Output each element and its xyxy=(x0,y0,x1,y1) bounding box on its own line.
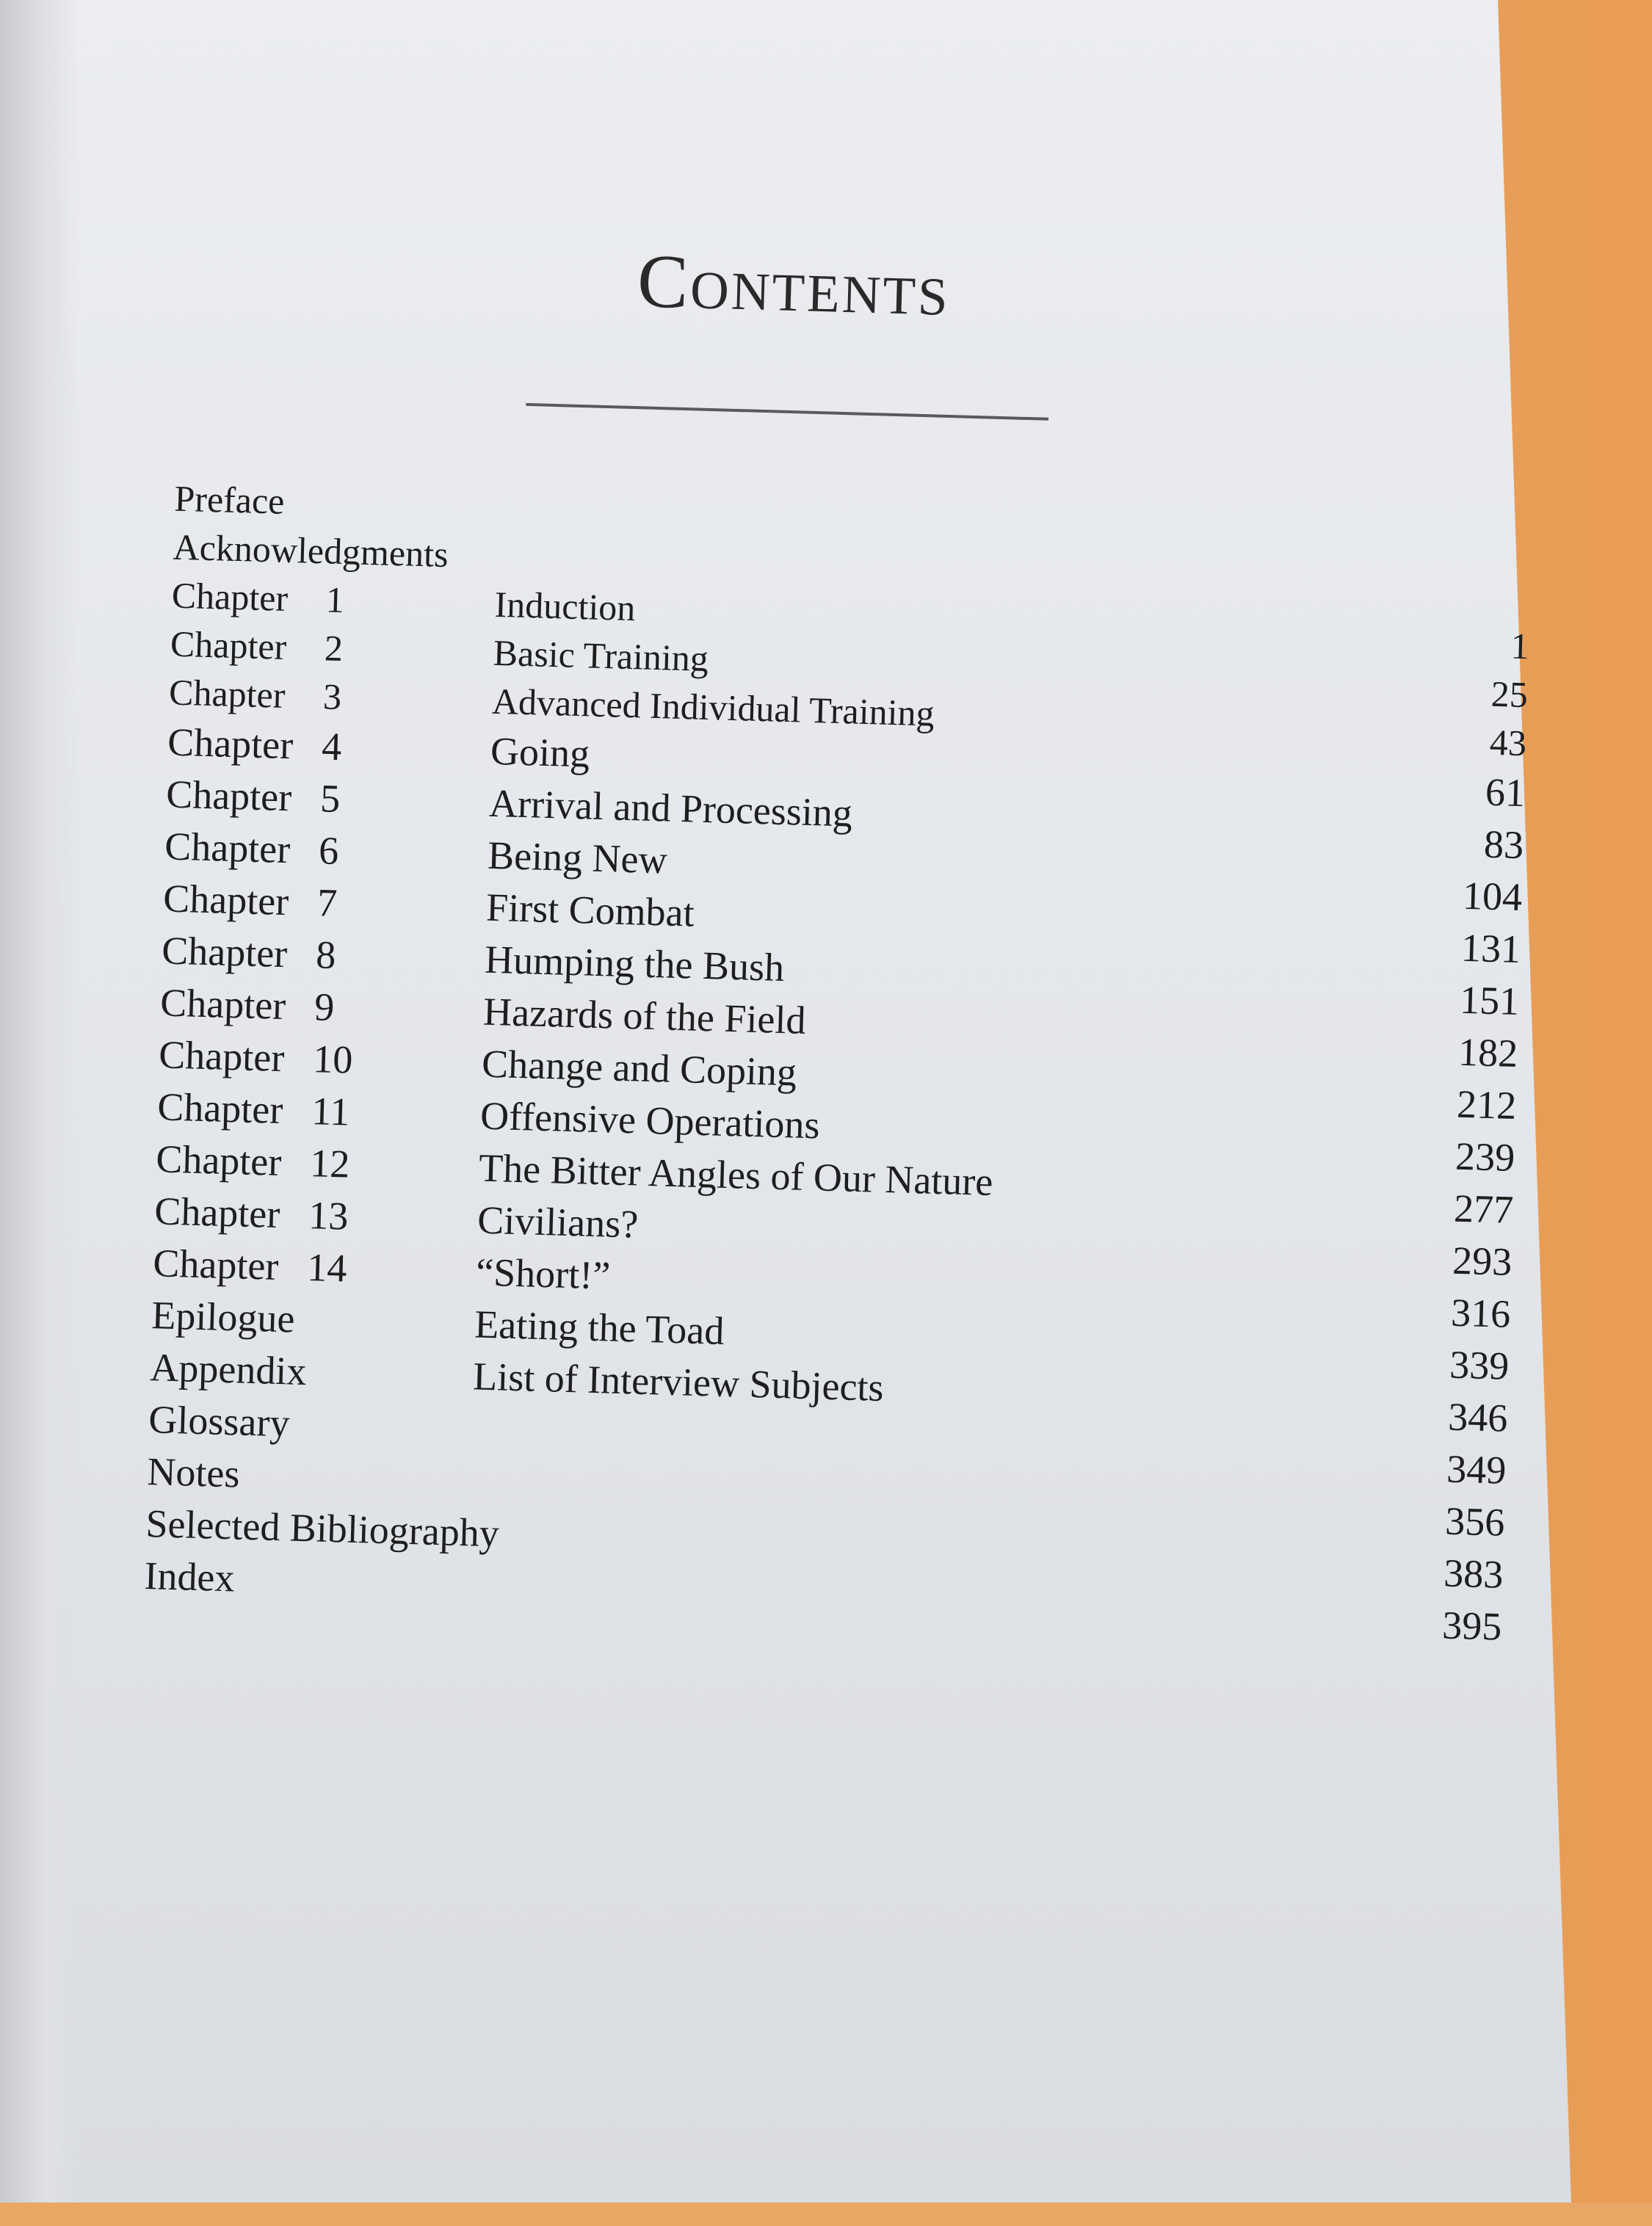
page-number: 104 xyxy=(1462,873,1523,920)
chapter-number: 12 xyxy=(309,1141,351,1186)
chapter-word: Chapter xyxy=(170,623,288,667)
chapter-title: Induction xyxy=(493,583,637,629)
page-number: 83 xyxy=(1483,822,1524,868)
page-number: 356 xyxy=(1444,1498,1506,1545)
chapter-word: Chapter xyxy=(171,574,289,619)
chapter-title: Hazards of the Field xyxy=(482,989,807,1043)
table-of-contents xyxy=(143,474,1533,1649)
chapter-title: Basic Training xyxy=(493,631,709,679)
chapter-word: Chapter xyxy=(161,928,289,976)
chapter-title: Eating the Toad xyxy=(474,1302,725,1353)
chapter-number: 5 xyxy=(319,776,341,822)
page-number: 383 xyxy=(1443,1551,1504,1597)
chapter-number: 13 xyxy=(308,1193,349,1239)
page-number: 349 xyxy=(1446,1446,1507,1493)
toc-entry-label: Notes xyxy=(146,1449,241,1496)
toc-entry-label: Appendix xyxy=(149,1345,308,1394)
title-divider xyxy=(526,403,1048,421)
chapter-word: Chapter xyxy=(167,719,294,768)
chapter-title: List of Interview Subjects xyxy=(472,1354,885,1410)
chapter-word: Chapter xyxy=(156,1084,284,1133)
chapter-title: “Short!” xyxy=(475,1250,612,1298)
chapter-number: 11 xyxy=(311,1089,351,1134)
toc-entry-label: Selected Bibliography xyxy=(145,1501,500,1556)
page-number: 395 xyxy=(1441,1603,1503,1649)
toc-entry-label: Epilogue xyxy=(151,1293,296,1341)
page-number: 239 xyxy=(1454,1134,1516,1180)
chapter-number: 1 xyxy=(325,579,345,621)
chapter-word: Chapter xyxy=(155,1136,283,1185)
page-number: 277 xyxy=(1453,1186,1515,1232)
page-number: 1 xyxy=(1510,625,1530,667)
page-number: 293 xyxy=(1452,1238,1513,1284)
chapter-word: Chapter xyxy=(153,1189,281,1236)
page-number: 25 xyxy=(1490,672,1529,716)
chapter-word: Chapter xyxy=(162,876,290,924)
chapter-word: Chapter xyxy=(165,772,293,820)
chapter-number: 9 xyxy=(314,985,336,1029)
chapter-word: Chapter xyxy=(168,671,286,716)
page-number: 151 xyxy=(1459,977,1521,1023)
chapter-title: The Bitter Angles of Our Nature xyxy=(478,1145,994,1205)
chapter-number: 7 xyxy=(316,880,338,925)
chapter-word: Chapter xyxy=(158,1032,286,1081)
chapter-title: Humping the Bush xyxy=(484,937,785,990)
chapter-title: Civilians? xyxy=(477,1197,640,1247)
page-title: Contents xyxy=(636,239,952,332)
page-number: 316 xyxy=(1450,1290,1512,1336)
chapter-title: Going xyxy=(490,728,590,776)
chapter-number: 4 xyxy=(321,724,343,769)
chapter-title: Arrival and Processing xyxy=(488,780,853,835)
chapter-number: 3 xyxy=(322,675,342,718)
toc-entry-label: Preface xyxy=(173,477,286,522)
chapter-title: First Combat xyxy=(485,885,695,935)
page-number: 212 xyxy=(1456,1081,1518,1128)
page-number: 131 xyxy=(1460,925,1521,972)
chapter-number: 6 xyxy=(318,828,340,874)
chapter-word: Chapter xyxy=(159,980,287,1029)
chapter-number: 10 xyxy=(312,1037,354,1082)
page-number: 61 xyxy=(1485,769,1526,816)
page-number: 339 xyxy=(1449,1342,1510,1388)
page-number: 346 xyxy=(1447,1394,1509,1440)
chapter-word: Chapter xyxy=(164,824,291,872)
page-number: 182 xyxy=(1457,1029,1519,1076)
toc-entry-label: Acknowledgments xyxy=(172,526,449,576)
chapter-word: Chapter xyxy=(152,1241,280,1288)
chapter-number: 14 xyxy=(306,1245,348,1291)
chapter-number: 8 xyxy=(315,932,337,977)
chapter-number: 2 xyxy=(324,627,344,670)
chapter-title: Advanced Individual Training xyxy=(491,680,935,734)
chapter-title: Change and Coping xyxy=(481,1041,797,1095)
toc-entry-label: Index xyxy=(143,1554,236,1600)
chapter-title: Offensive Operations xyxy=(479,1093,821,1148)
chapter-title: Being New xyxy=(487,833,668,882)
page-number: 43 xyxy=(1489,721,1527,764)
toc-entry-label: Glossary xyxy=(148,1397,291,1446)
